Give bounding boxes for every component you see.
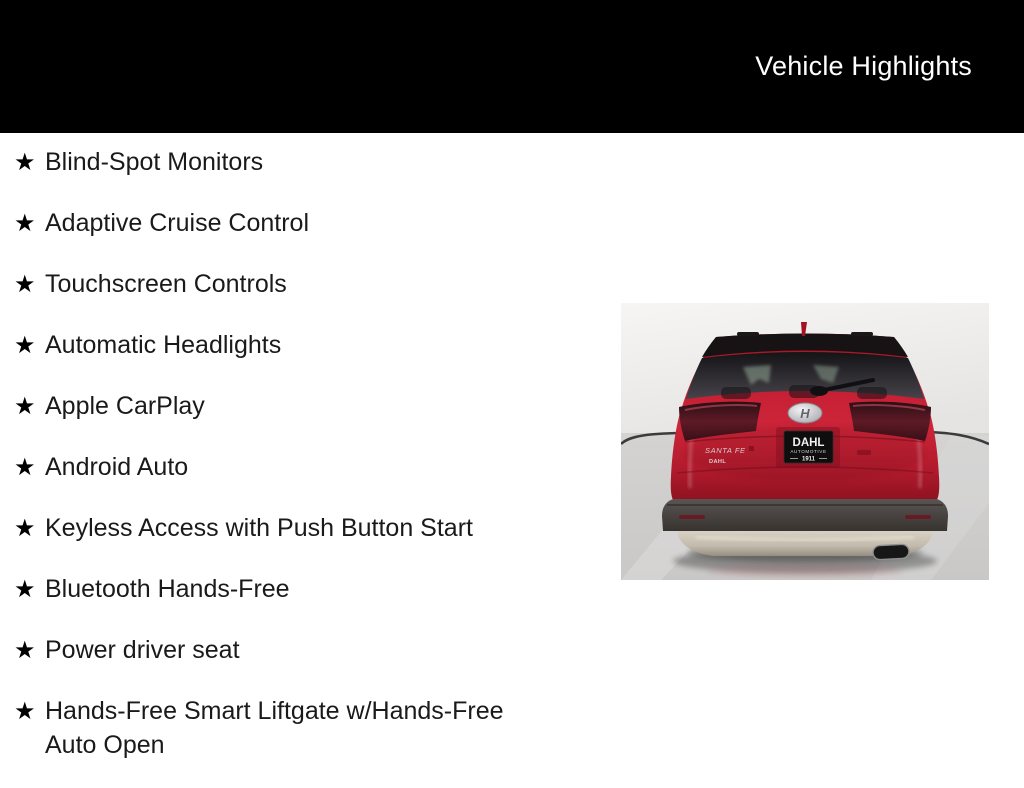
star-icon: ★	[14, 576, 36, 603]
feature-text: Bluetooth Hands-Free	[45, 575, 290, 603]
hyundai-logo-icon	[788, 403, 822, 423]
roof-rail-cap	[737, 332, 759, 336]
list-item	[14, 328, 545, 363]
plate-est-year: 1911	[801, 456, 816, 463]
feature-list	[14, 145, 545, 788]
star-icon: ★	[14, 271, 36, 298]
star-icon: ★	[14, 454, 36, 481]
list-item	[14, 267, 545, 302]
exhaust-tip	[873, 544, 910, 560]
roof-rail-cap	[851, 332, 873, 336]
headrest-silhouette	[857, 387, 887, 399]
star-icon: ★	[14, 332, 36, 359]
list-item	[14, 450, 545, 485]
star-icon: ★	[14, 149, 36, 176]
bumper-reflector	[679, 515, 705, 519]
svg-text:H: H	[800, 406, 810, 421]
feature-text: Touchscreen Controls	[45, 270, 287, 298]
vehicle-photo	[621, 303, 989, 580]
feature-text: Blind-Spot Monitors	[45, 148, 264, 176]
rear-bumper	[662, 499, 948, 531]
header-bar	[0, 0, 1024, 133]
floor-reflection	[707, 565, 903, 577]
feature-text: Keyless Access with Push Button Start	[45, 514, 473, 542]
feature-text: Adaptive Cruise Control	[45, 209, 310, 237]
feature-text: Hands-Free Smart Liftgate w/Hands-Free Auto Open	[45, 697, 504, 759]
page-title: Vehicle Highlights	[755, 51, 972, 81]
star-icon: ★	[14, 637, 36, 664]
headrest-silhouette	[721, 387, 751, 399]
list-item	[14, 694, 545, 762]
badge-accent	[749, 446, 754, 451]
star-icon: ★	[14, 393, 36, 420]
vehicle-photo-illustration	[621, 303, 989, 580]
feature-text: Power driver seat	[45, 636, 240, 664]
star-icon: ★	[14, 515, 36, 542]
plate-dealer-name: DAHL	[792, 437, 825, 449]
right-badge	[857, 450, 871, 455]
plate-dealer-type: AUTOMOTIVE	[790, 449, 827, 454]
list-item	[14, 511, 545, 546]
list-item	[14, 389, 545, 424]
dealer-decal: DAHL	[709, 459, 727, 465]
feature-text: Android Auto	[45, 453, 189, 481]
list-item	[14, 206, 545, 241]
feature-text: Apple CarPlay	[45, 392, 205, 420]
dealer-license-plate	[784, 431, 833, 463]
list-item	[14, 633, 545, 668]
model-badge: SANTA FE	[705, 446, 746, 455]
star-icon: ★	[14, 698, 36, 725]
list-item	[14, 145, 545, 180]
star-icon: ★	[14, 210, 36, 237]
feature-text: Automatic Headlights	[45, 331, 282, 359]
bumper-reflector	[905, 515, 931, 519]
list-item	[14, 572, 545, 607]
